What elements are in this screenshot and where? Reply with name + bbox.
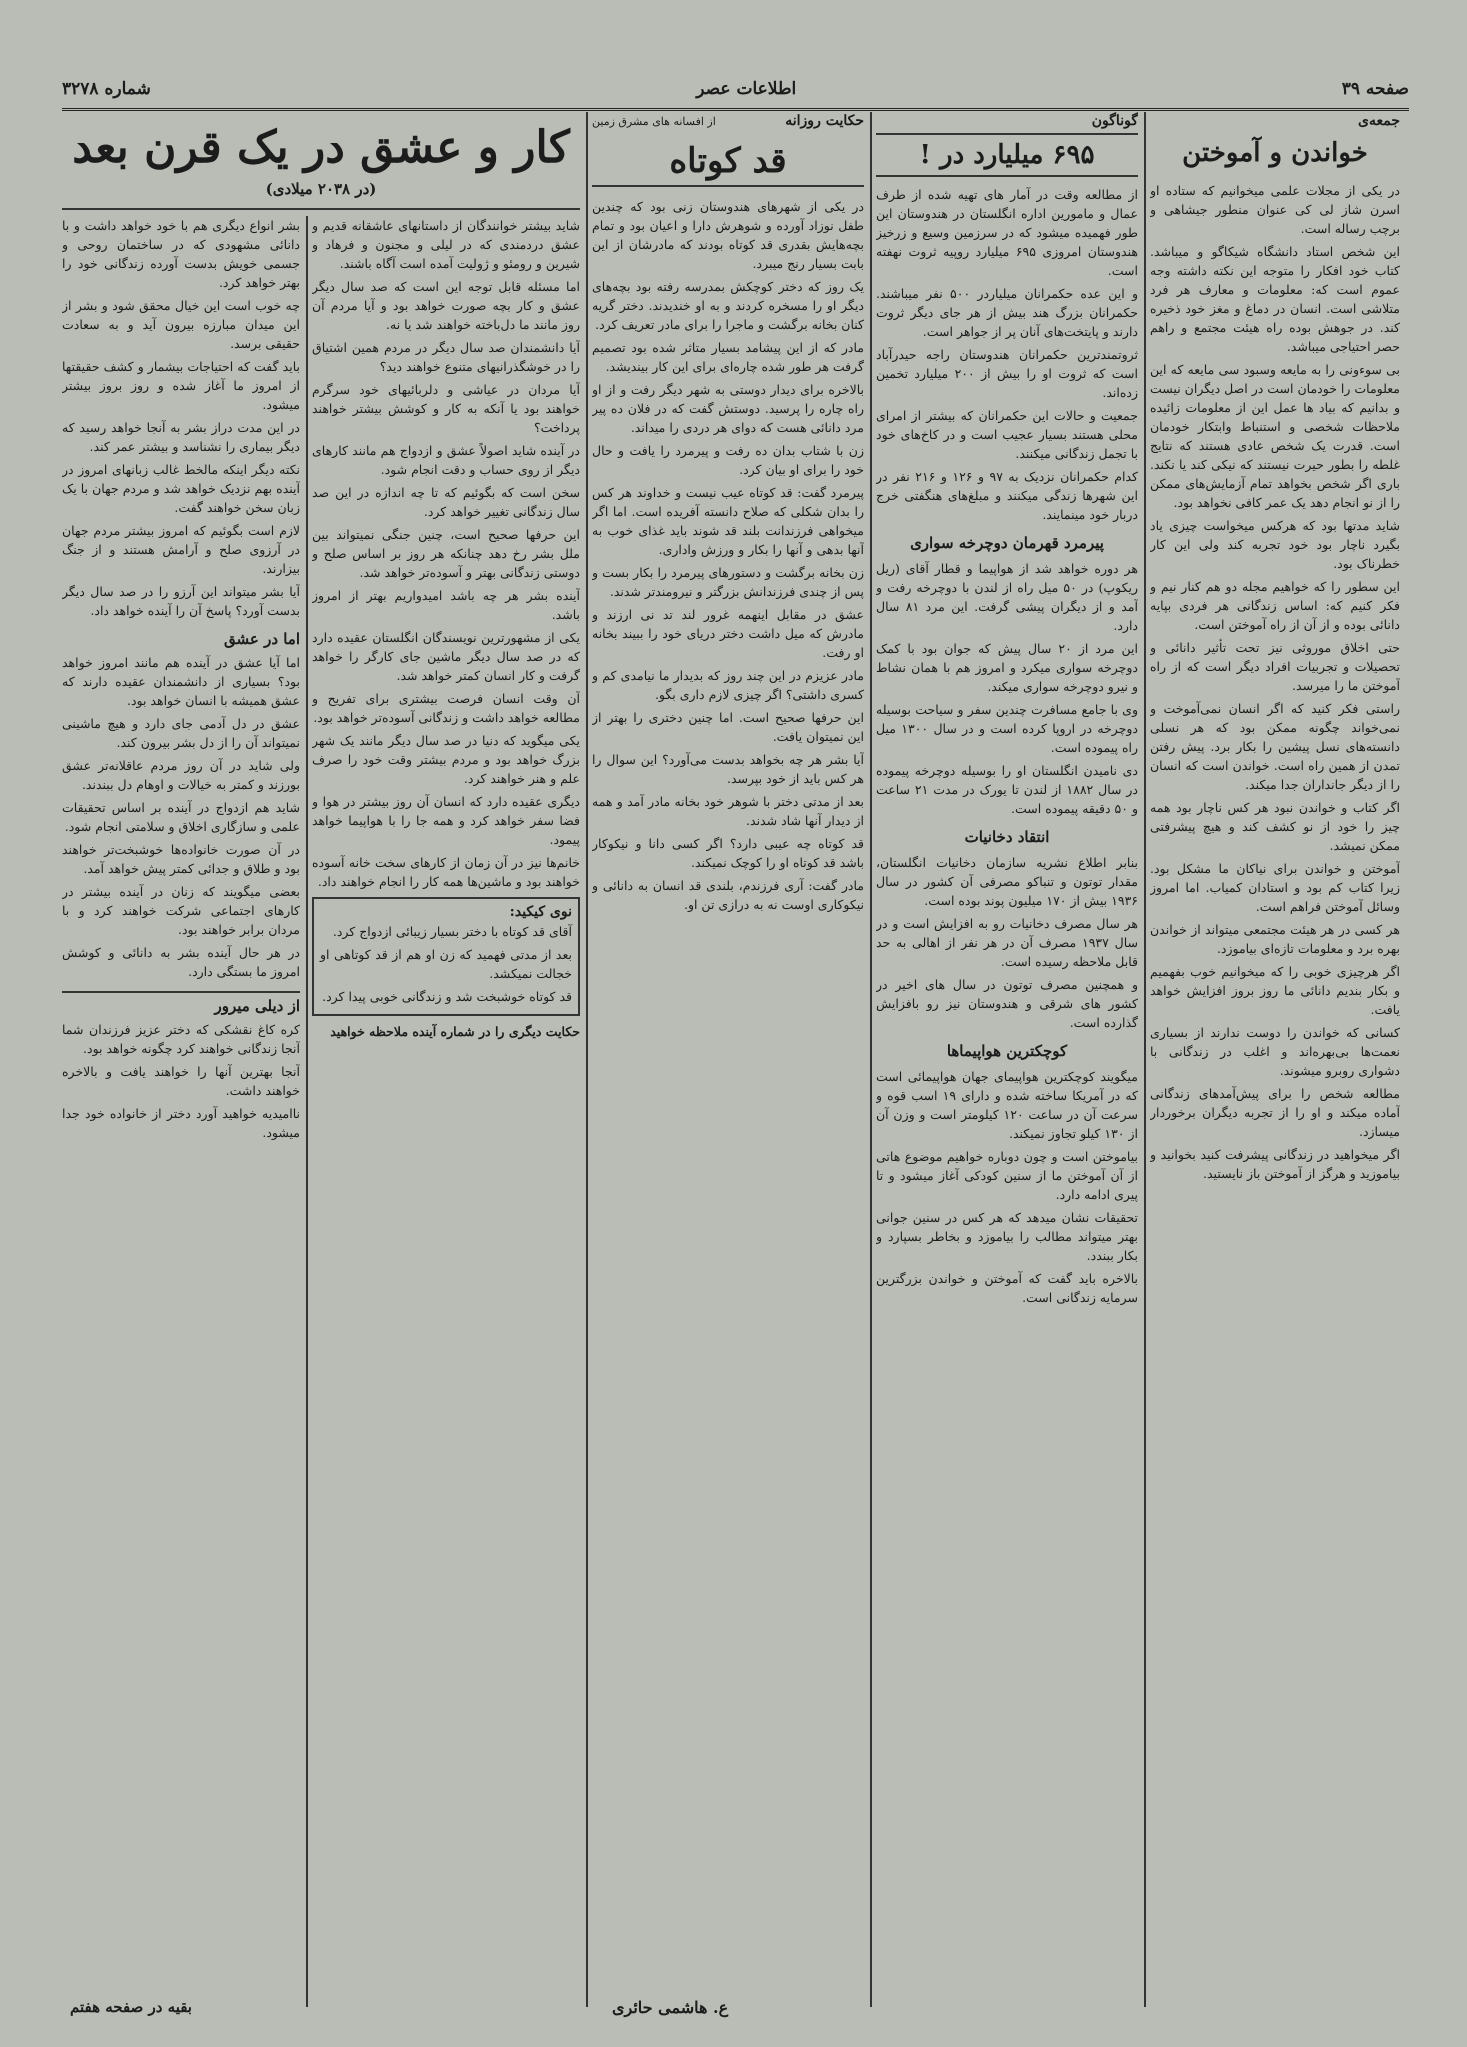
- paragraph: بنابر اطلاع نشریه سازمان دخانیات انگلستان، مقدار توتون و تنباکو مصرفی آن کشور در سال ۱۹۳۶ بیش از ۱۷۰ میلیون پوند بوده است.: [876, 855, 1138, 908]
- paragraph: شاید مدتها بود که هرکس میخواست چیزی یاد بگیرد ناچار بود خود تجربه کند ولی این کار خطرناک بود.: [1150, 518, 1400, 571]
- issue-number: شماره ۳۲۷۸: [62, 79, 151, 99]
- paragraph: بی سوءونی را به مایعه وسبود سی مایعه که این معلومات را خودمان است در اصل دیگران نیست و بدانیم که بیاد ها عمل این از معلومات زائیده ملاحظات شخصی و استنباط وابتکار خودمان است. قدرت یک شخص عادی هستند که نتایج غلطه را بطور حیرت نیستند که نیکی کند یا نکند. باری اگر شخص بخواهد تمام آزمایش‌های ممکن را از نو انجام دهد یک عمر کافی نخواهد بود.: [1150, 362, 1400, 510]
- paragraph: زن بخانه برگشت و دستورهای پیرمرد را بکار بست و پس از چندی فرزندانش بزرگتر و نیرومندتر شدند.: [592, 565, 864, 599]
- column-rule: [586, 112, 588, 2007]
- paragraph: هر دوره خواهد شد از هواپیما و قطار آقای (ریل ریکوپ) در ۵۰ میل راه از لندن با دوچرخه رفت و آمد و از دیگران پیشی گرفت. این مرد ۸۱ سال دارد.: [876, 561, 1138, 633]
- article-title: قد کوتاه: [592, 137, 864, 187]
- paragraph: شاید بیشتر خوانندگان از داستانهای عاشقانه قدیم و عشق دردمندی که در لیلی و مجنون و فرهاد و شیرین و رومئو و ژولیت آمده است آگاه باشند.: [312, 218, 580, 271]
- quiz-items: [320, 922, 572, 1006]
- paragraph: این حرفها صحیح است. اما چنین دختری را بهتر از این نمیتوان یافت.: [592, 710, 864, 744]
- paragraph: در این مدت دراز بشر به آنجا خواهد رسید که دیگر بیماری را نشناسد و بیشتر عمر کند.: [62, 420, 300, 454]
- paragraph: این مرد از ۲۰ سال پیش که جوان بود با کمک دوچرخه سواری میکرد و امروز هم با همان نشاط و نیرو دوچرخه سواری میکند.: [876, 641, 1138, 694]
- paragraph: آموختن و خواندن برای نیاکان ما مشکل بود. زیرا کتاب کم بود و استادان کمیاب. اما امروز وسائل آموختن فراهم است.: [1150, 861, 1400, 914]
- article-body: [876, 853, 1138, 1032]
- paragraph: حتی اخلاق موروثی نیز تحت تأثیر دانائی و تحصیلات و تجربیات افراد دیگر است که از راه آموختن ما را میرسد.: [1150, 640, 1400, 693]
- article-title: ۶۹۵ میلیارد در !: [876, 133, 1138, 177]
- paragraph: نکته دیگر اینکه مالخط غالب زبانهای امروز در آینده بهم نزدیک خواهد شد و مردم جهان با یک زبان سخن خواهند گفت.: [62, 462, 300, 515]
- paragraph: بعد از مدتی فهمید که زن او هم از قد کوتاهی او خجالت نمیکشد.: [320, 947, 572, 981]
- paragraph: در آینده شاید اصولاً عشق و ازدواج هم مانند کارهای دیگر از روی حساب و دقت انجام شود.: [312, 443, 580, 477]
- article-body: [876, 559, 1138, 818]
- paragraph: آیا مردان در عیاشی و دلربائیهای خود سرگرم خواهند بود یا آنکه به کار و کوشش بیشتر خواهند پرداخت؟: [312, 382, 580, 435]
- paragraph: آینده بشر هر چه باشد امیدواریم بهتر از امروز باشد.: [312, 588, 580, 622]
- paragraph: راستی فکر کنید که اگر انسان نمی‌آموخت و نمی‌خواند چگونه ممکن بود که هر نسلی دانسته‌های نسل پیشین را بکار برد. پیش رفتن تمدن از همین راه است. خواندن است که انسان را از دیگر جانداران جدا میکند.: [1150, 701, 1400, 792]
- article-work-and-love-part2: [62, 216, 300, 2007]
- paragraph: این حرفها صحیح است، چنین جنگی نمیتواند بین ملل بشر رخ دهد چنانکه هر روز بر اساس صلح و دوستی زندگانی بهتر و آسوده‌تر خواهد شد.: [312, 527, 580, 580]
- paragraph: سخن است که بگوئیم که تا چه اندازه در این صد سال زندگانی تغییر خواهد کرد.: [312, 485, 580, 519]
- paragraph: بشر انواع دیگری هم با خود خواهد داشت و با دانائی مشهودی که در ساختمان روحی و جسمی خویش بدست آورده زندگانی خود را بهتر خواهد کرد.: [62, 218, 300, 290]
- paragraph: آیا دانشمندان صد سال دیگر در مردم همین اشتیاق را در خوشگذرانیهای متنوع خواهند دید؟: [312, 340, 580, 374]
- paragraph: مطالعه شخص را برای پیش‌آمدهای زندگانی آماده میکند و او را از تجربه دیگران برخوردار میسازد.: [1150, 1086, 1400, 1139]
- paragraph: ناامیدیه خواهید آورد دختر از خانواده خود جدا میشود.: [62, 1106, 300, 1140]
- paragraph: بعضی میگویند که زنان در آینده بیشتر در کارهای اجتماعی شرکت خواهند کرد و با مردان برابر خواهند بود.: [62, 884, 300, 937]
- paragraph: یک روز که دختر کوچکش بمدرسه رفته بود بچه‌های دیگر او را مسخره کردند و به او خندیدند. دختر گریه کنان بخانه برگشت و ماجرا را برای مادر تعریف کرد.: [592, 279, 864, 332]
- paragraph: دی نامیدن انگلستان او را بوسیله دوچرخه پیموده در سال ۱۸۸۲ از لندن تا یورک در مدت ۲۱ ساعت و ۵۰ دقیقه پیموده است.: [876, 763, 1138, 816]
- paragraph: در هر حال آینده بشر به دانائی و کوشش امروز ما بستگی دارد.: [62, 945, 300, 979]
- paragraph: در یکی از شهرهای هندوستان زنی بود که چندین طفل نوزاد آورده و شوهرش دارا و اعیان بود و تمام بچه‌هایش بقدری قد کوتاه بودند که مادرشان از این بابت بسیار رنج میبرد.: [592, 199, 864, 271]
- section-heading-cyclist: پیرمرد قهرمان دوچرخه سواری: [910, 534, 1104, 552]
- paragraph: اما مسئله قابل توجه این است که صد سال دیگر عشق و کار بچه صورت خواهد بود و آیا مردم آن روز مانند ما دل‌باخته خواهند شد یا نه.: [312, 279, 580, 332]
- paragraph: بیاموختن است و چون دوباره خواهیم موضوع هاتی از آن آموختن ما از سنین کودکی آغاز میشود و تا پیری ادامه دارد.: [876, 1149, 1138, 1202]
- paragraph: عشق در مقابل اینهمه غرور لند تد نی ارزند و مادرش که میل داشت دختر دریای خود را ببیند بخانه او رفت.: [592, 607, 864, 660]
- paragraph: وی با جامع مسافرت چندین سفر و سیاحت بوسیله دوچرخه در اروپا کرده است و در سال ۱۳۰۰ میل راه پیموده است.: [876, 702, 1138, 755]
- paragraph: یکی میگوید که دنیا در صد سال دیگر مانند یک شهر بزرگ خواهد بود و مردم بیشتر وقت خود را صرف علم و هنر خواهند کرد.: [312, 733, 580, 786]
- article-kicker: حکایت روزانه: [785, 113, 864, 129]
- paragraph: آنجا بهترین آنها را خواهند یافت و بالاخره خواهند داشت.: [62, 1064, 300, 1098]
- article-kicker-sub: از افسانه های مشرق زمین: [592, 115, 716, 128]
- paragraph: دیگری عقیده دارد که انسان آن روز بیشتر در هوا و فضا سفر خواهد کرد و همه جا را با هواپیما خواهد پیمود.: [312, 794, 580, 847]
- paragraph: از مطالعه وقت در آمار های تهیه شده از طرف عمال و مامورین اداره انگلستان در هندوستان این طور فهمیده میشود که در سرزمین وسیع و زرخیز هندوستان امروزی ۶۹۵ میلیارد روپیه ثروت نهفته است.: [876, 187, 1138, 278]
- paragraph: قد کوتاه چه عیبی دارد؟ اگر کسی دانا و نیکوکار باشد قد کوتاه او را کوچک نمیکند.: [592, 836, 864, 870]
- paragraph: بعد از مدتی دختر با شوهر خود بخانه مادر آمد و همه از دیدار آنها شاد شدند.: [592, 794, 864, 828]
- paragraph: تحقیقات نشان میدهد که هر کس در سنین جوانی بهتر میتواند مطالب را بیاموزد و بخاطر بسپارد و بکار ببندد.: [876, 1210, 1138, 1263]
- paragraph: جمعیت و حالات این حکمرانان که بیشتر از امرای محلی هستند بسیار عجیب است و در کاخ‌های خود با تجمل زندگانی میکنند.: [876, 408, 1138, 461]
- continued-note: بقیه در صفحه هفتم: [70, 1998, 192, 2016]
- page-header: [62, 70, 1409, 111]
- masthead: اطلاعات عصر: [696, 79, 797, 99]
- paragraph: کره کاغ نقشکی که دختر عزیز فرزندان شما آنجا زندگانی خواهند کرد چگونه خواهد بود.: [62, 1022, 300, 1056]
- paragraph: آیا بشر هر چه بخواهد بدست می‌آورد؟ این سوال را هر کس باید از خود بپرسد.: [592, 752, 864, 786]
- paragraph: و این عده حکمرانان میلیاردر ۵۰۰ نفر میباشند. حکمرانان بزرگ هند بیش از هر جای دیگر ثروت دارند و پایتخت‌های آنان پر از جواهر است.: [876, 286, 1138, 339]
- section-heading-daily-mirror: از دیلی میرور: [62, 991, 300, 1016]
- article-short-stature: [592, 112, 864, 2007]
- paragraph: پیرمرد گفت: قد کوتاه عیب نیست و خداوند هر کس را بدان شکلی که صلاح دانسته آفریده است. اما اگر میخواهی فرزندانت بلند قد شوند باید غذای خوب به آنها بدهی و آنها را بکار و ورزش واداری.: [592, 485, 864, 557]
- section-heading-tobacco: انتقاد دخانیات: [964, 828, 1050, 846]
- paragraph: بالاخره برای دیدار دوستی به شهر دیگر رفت و از او راه چاره را پرسید. دوستش گفت که در فلان ده پیر مرد دانائی هست که دوای هر دردی را میداند.: [592, 382, 864, 435]
- paragraph: آن وقت انسان فرصت بیشتری برای تفریح و مطالعه خواهد داشت و زندگانی آسوده‌تر خواهد بود.: [312, 691, 580, 725]
- paragraph: بالاخره باید گفت که آموختن و خواندن بزرگترین سرمایه زندگانی است.: [876, 1271, 1138, 1305]
- article-kicker: گوناگون: [1091, 113, 1138, 129]
- paragraph: شاید هم ازدواج در آینده بر اساس تحقیقات علمی و سازگاری اخلاق و سلامتی انجام شود.: [62, 800, 300, 834]
- article-title: خواندن و آموختن: [1182, 138, 1368, 168]
- paragraph: یکی از مشهورترین نویسندگان انگلستان عقیده دارد که در صد سال دیگر ماشین جای کارگر را خواهد گرفت و کار انسان کمتر خواهد شد.: [312, 630, 580, 683]
- paragraph: اگر هرچیزی خوبی را که میخوانیم خوب بفهمیم و بکار بندیم دانائی ما روز بروز افزایش خواهد یافت.: [1150, 964, 1400, 1017]
- column-rule: [1144, 112, 1146, 2007]
- article-695-billion: [876, 112, 1138, 2007]
- paragraph: قد کوتاه خوشبخت شد و زندگانی خوبی پیدا کرد.: [322, 989, 572, 1004]
- author-signature: ع. هاشمی حائری: [612, 1998, 729, 2017]
- paragraph: هر سال مصرف دخانیات رو به افزایش است و در سال ۱۹۳۷ مصرف آن در هر نفر از اهالی به حد قابل ملاحظه رسیده است.: [876, 916, 1138, 969]
- paragraph: عشق در دل آدمی جای دارد و هیچ ماشینی نمیتواند آن را از دل بشر بیرون کند.: [62, 716, 300, 750]
- paragraph: در یکی از مجلات علمی میخوانیم که ستاده او اسرن شاز لی کی عنوان منطور جیشاهی و برچب رساله است.: [1150, 183, 1400, 236]
- paragraph: ولی شاید در آن روز مردم عاقلانه‌تر عشق بورزند و کمتر به خیالات و اوهام دل ببندند.: [62, 758, 300, 792]
- feature-headline: [62, 116, 580, 210]
- paragraph: چه خوب است این خیال محقق شود و بشر از این میدان مبارزه بیرون آید و به سعادت حقیقی برسد.: [62, 298, 300, 351]
- paragraph: اگر میخواهید در زندگانی پیشرفت کنید بخوانید و بیاموزید و هرگز از آموختن باز نایستید.: [1150, 1147, 1400, 1181]
- paragraph: و همچنین مصرف توتون در سال های اخیر در کشور های شرقی و هندوستان نیز رو بافزایش گذارده است.: [876, 977, 1138, 1030]
- article-body: [876, 185, 1138, 524]
- article-body: [312, 216, 580, 891]
- paragraph: لازم است بگوئیم که امروز بیشتر مردم جهان در آرزوی صلح و آرامش هستند و از جنگ بیزارند.: [62, 523, 300, 576]
- article-work-and-love-part1: [312, 216, 580, 2007]
- article-body: [592, 197, 864, 914]
- paragraph: مادر عزیزم در این چند روز که بدیدار ما نیامدی کم و کسری داشتی؟ اگر چیزی لازم داری بگو.: [592, 668, 864, 702]
- paragraph: باید گفت که احتیاجات بیشمار و کشف حقیقتها از امروز ما آغاز شده و روز بروز بیشتر میشود.: [62, 359, 300, 412]
- feature-title: کار و عشق در یک قرن بعد: [72, 122, 570, 173]
- quiz-title: نوی کیکید:: [509, 904, 572, 920]
- paragraph: اما آیا عشق در آینده هم مانند امروز خواهد بود؟ بسیاری از دانشمندان عقیده دارند که عشق همیشه با انسان خواهد بود.: [62, 655, 300, 708]
- paragraph: آیا بشر میتواند این آرزو را در صد سال دیگر بدست آورد؟ پاسخ آن را آینده خواهد داد.: [62, 584, 300, 618]
- article-reading-and-learning: [1150, 112, 1400, 2007]
- paragraph: آقای قد کوتاه با دختر بسیار زیبائی ازدواج کرد.: [332, 924, 572, 939]
- page-number: صفحه ۳۹: [1341, 79, 1409, 99]
- article-body: [62, 653, 300, 981]
- article-body: [62, 216, 300, 620]
- paragraph: اگر کتاب و خواندن نبود هر کس ناچار بود همه چیز را خود از نو کشف کند و هیچ پیشرفتی ممکن نمیشد.: [1150, 800, 1400, 853]
- paragraph: میگویند کوچکترین هواپیمای جهان هواپیمائی است که در آمریکا ساخته شده و دارای ۱۹ اسب قوه و سرعت آن در ساعت ۱۲۰ کیلومتر است و وزن آن از ۱۳۰ کیلو تجاوز نمیکند.: [876, 1069, 1138, 1141]
- paragraph: این شخص استاد دانشگاه شیکاگو و میباشد. کتاب خود افکار را متوجه این نکته داشته وجه عموم است که: معلومات و معارف هر فرد متلاشی است. انسان در دماغ و مغز خود ذخیره کند. در جوهش بوده راه هیئت مجتمع و راهم حصر احتیاجی میباشد.: [1150, 244, 1400, 354]
- article-kicker: جمعه‌ی: [1358, 113, 1400, 129]
- section-heading-love: اما در عشق: [224, 630, 300, 648]
- paragraph: ثروتمندترین حکمرانان هندوستان راجه حیدرآباد است که ثروت او را بیش از ۲۰۰ میلیارد تخمین زده‌اند.: [876, 347, 1138, 400]
- paragraph: مادر گفت: آری فرزندم، بلندی قد انسان به دانائی و نیکوکاری اوست نه به درازی تن او.: [592, 878, 864, 912]
- section-heading-small-planes: کوچکترین هواپیماها: [946, 1042, 1068, 1060]
- paragraph: خانم‌ها نیز در آن زمان از کارهای سخت خانه آسوده خواهند بود و ماشین‌ها همه کار را انجام خواهند داد.: [312, 855, 580, 889]
- paragraph: مادر که از این پیشامد بسیار متاثر شده بود تصمیم گرفت هر طور شده چاره‌ای برای این کار بیندیشد.: [592, 340, 864, 374]
- paragraph: کدام حکمرانان نزدیک به ۹۷ و ۱۲۶ و ۲۱۶ نفر در این شهرها زندگی میکنند و مبلغ‌های هنگفتی خرج دربار خود مینمایند.: [876, 469, 1138, 522]
- article-body: [876, 1067, 1138, 1307]
- article-body: [1150, 181, 1400, 1183]
- article-body: [62, 1020, 300, 1142]
- paragraph: هر کسی در هر هیئت مجتمعی میتواند از خواندن بهره برد و معلومات تازه‌ای بیاموزد.: [1150, 922, 1400, 956]
- paragraph: کسانی که خواندن را دوست ندارند از بسیاری نعمت‌ها بی‌بهره‌اند و اغلب در زندگانی با دشواری روبرو میشوند.: [1150, 1025, 1400, 1078]
- paragraph: این سطور را که خواهیم مجله دو هم کنار نیم و فکر کنیم که: اساس زندگانی هر فردی بپایه دانائی بوده و از آن از راه آموختن است.: [1150, 579, 1400, 632]
- column-rule: [870, 112, 872, 2007]
- footer-note: حکایت دیگری را در شماره آینده ملاحظه خواهید: [330, 1024, 580, 1039]
- quiz-box: [312, 897, 580, 1016]
- paragraph: زن با شتاب بدان ده رفت و پیرمرد را یافت و حال خود را برای او بیان کرد.: [592, 443, 864, 477]
- column-rule: [306, 216, 308, 2007]
- feature-subtitle: (در ۲۰۳۸ میلادی): [265, 180, 377, 198]
- paragraph: در آن صورت خانواده‌ها خوشبخت‌تر خواهند بود و طلاق و جدائی کمتر پیش خواهد آمد.: [62, 842, 300, 876]
